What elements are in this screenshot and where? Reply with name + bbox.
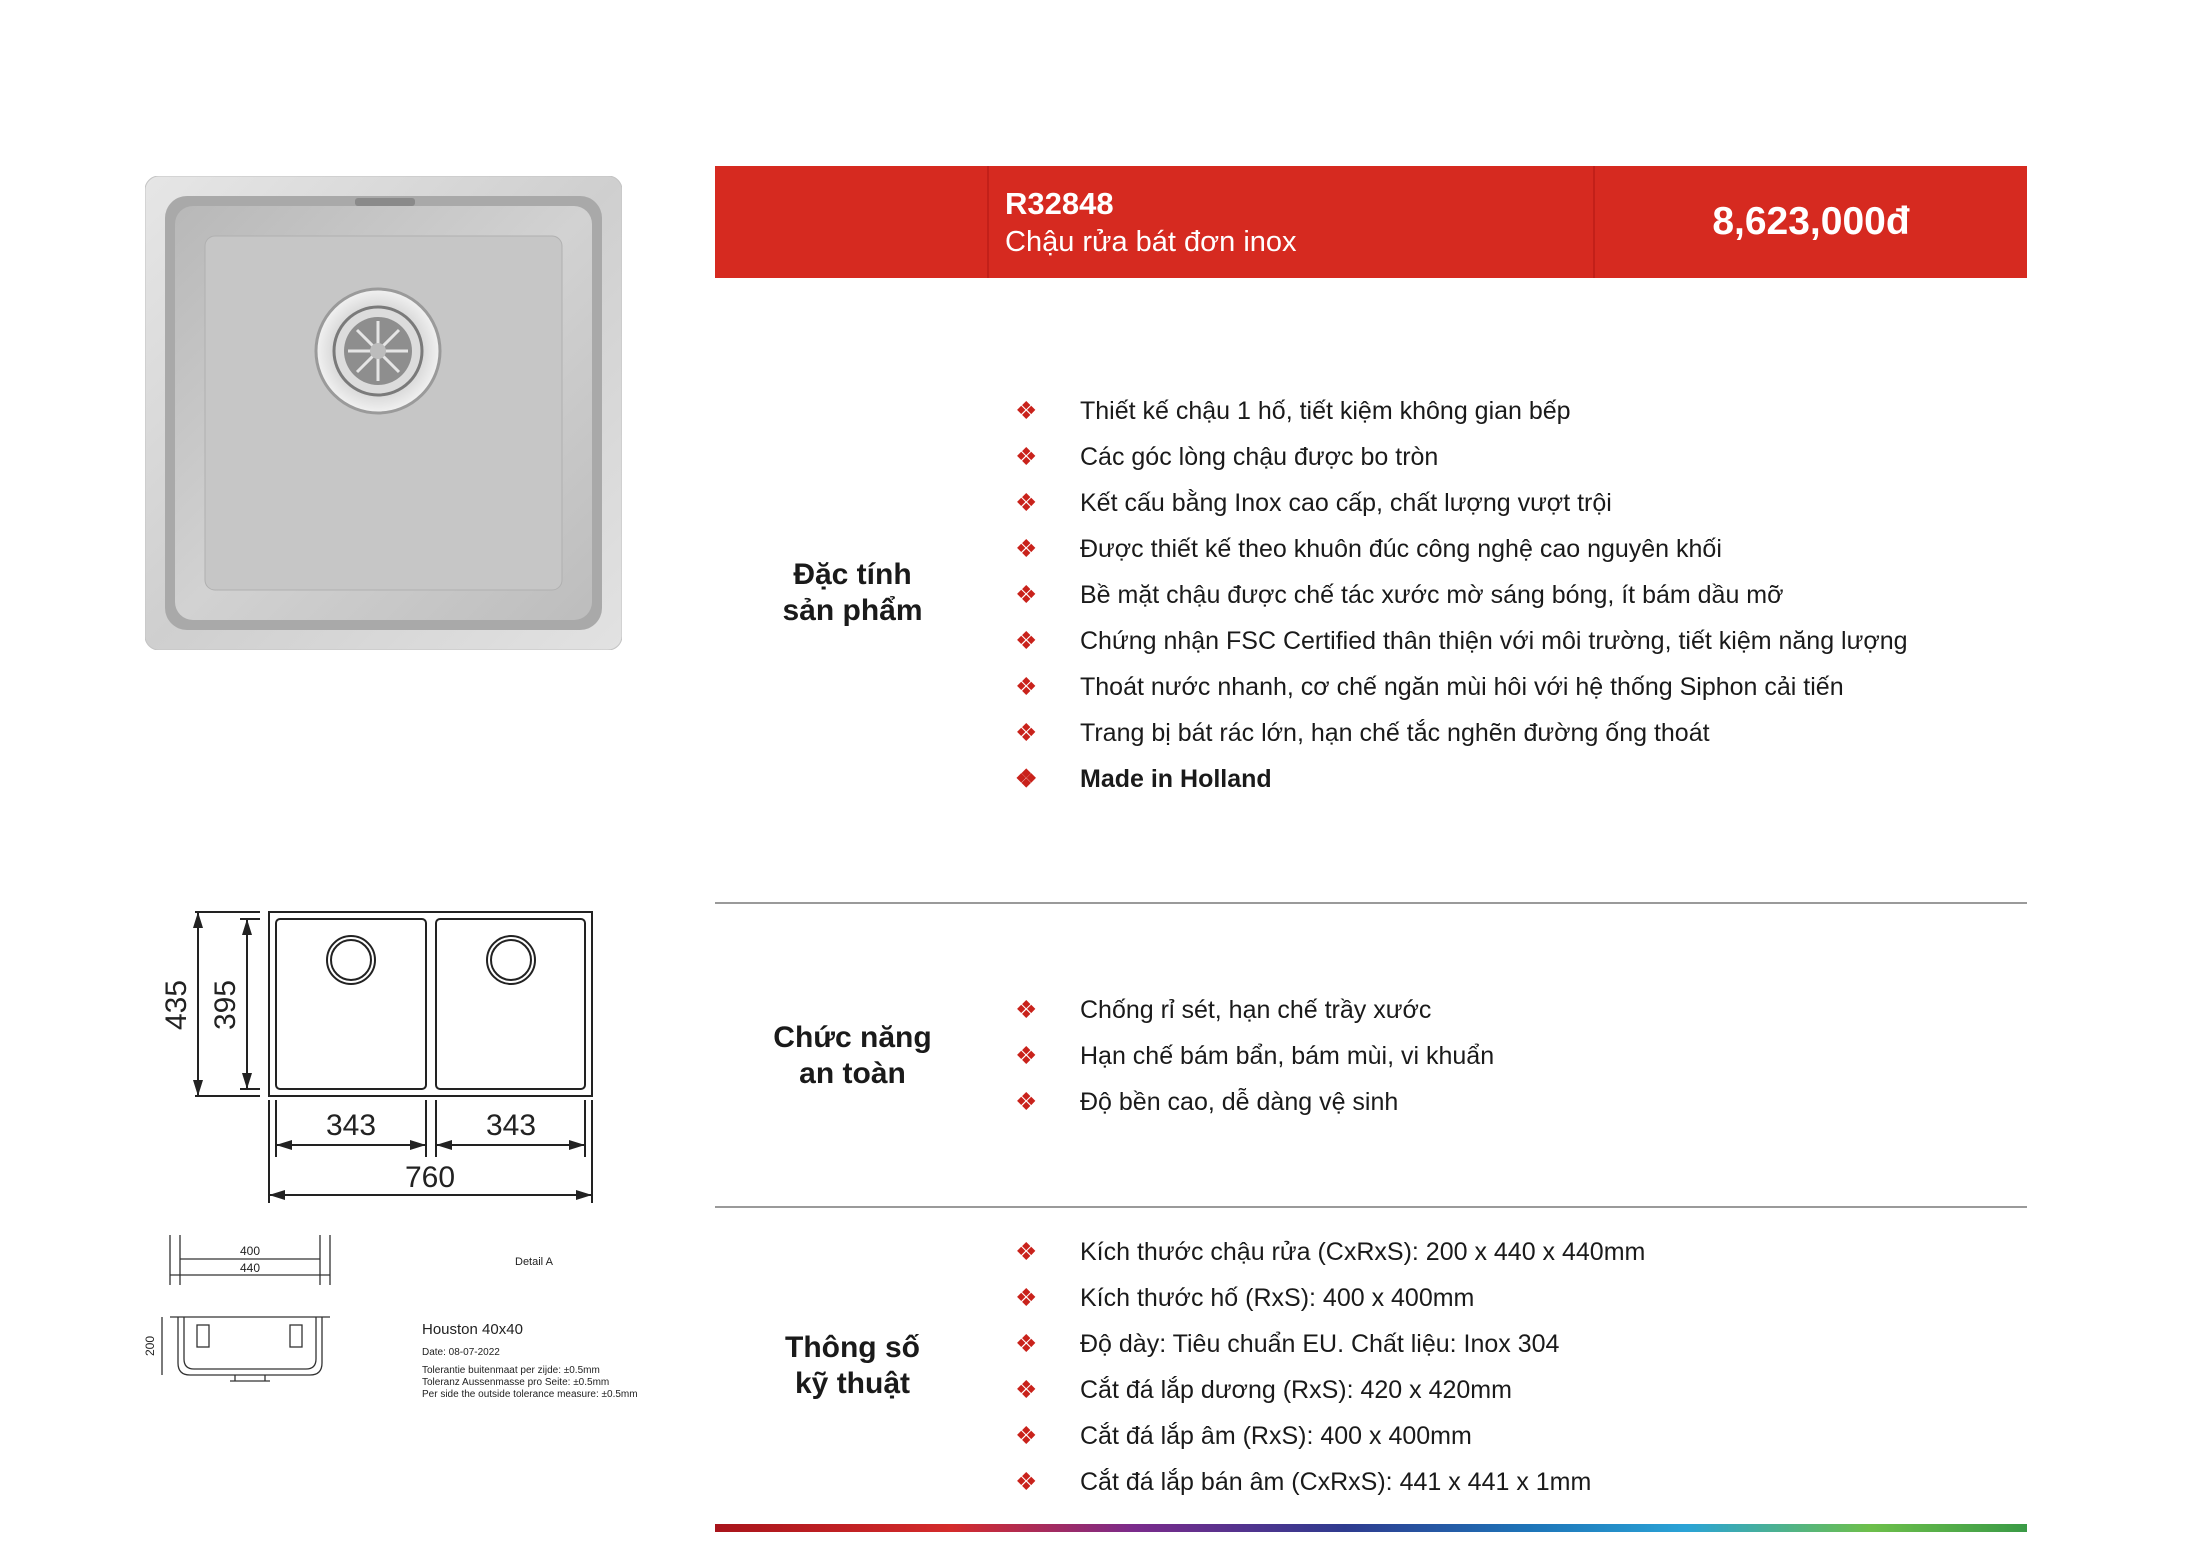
diamond-ornament-icon: ❖	[1015, 1422, 1038, 1450]
list-item	[1015, 1229, 1645, 1275]
houston-technical-sheet	[140, 1235, 700, 1435]
product-name: Chậu rửa bát đơn inox	[1005, 226, 1297, 258]
diamond-ornament-icon: ❖	[1015, 489, 1038, 517]
section-title-line: an toàn	[799, 1057, 906, 1090]
specs-list	[1015, 1229, 1645, 1505]
dim-400-label: 400	[239, 1244, 261, 1258]
dim-200-label: 200	[143, 1335, 157, 1357]
dim-343-right-label: 343	[485, 1109, 537, 1142]
tolerance-de: Toleranz Aussenmasse pro Seite: ±0.5mm	[422, 1377, 610, 1388]
features-list	[1015, 388, 1908, 802]
diamond-ornament-icon: ❖	[1015, 1376, 1038, 1404]
diamond-ornament-icon: ❖	[1015, 1284, 1038, 1312]
product-header	[715, 166, 2027, 278]
model-label: Houston 40x40	[422, 1321, 523, 1338]
list-item-text: Độ dày: Tiêu chuẩn EU. Chất liệu: Inox 304	[1080, 1330, 1560, 1358]
diamond-ornament-icon: ❖	[1015, 719, 1038, 747]
section-title-line: sản phẩm	[782, 594, 923, 627]
diamond-ornament-icon: ❖	[1015, 1330, 1038, 1358]
list-item-text: Độ bền cao, dễ dàng vệ sinh	[1080, 1088, 1399, 1116]
diamond-ornament-icon: ❖	[1015, 673, 1038, 701]
diamond-ornament-icon: ❖	[1015, 765, 1038, 793]
product-code: R32848	[1005, 186, 1114, 221]
date-label: Date: 08-07-2022	[422, 1347, 500, 1358]
diamond-ornament-icon: ❖	[1015, 581, 1038, 609]
dim-760-label: 760	[404, 1161, 456, 1194]
list-item	[1015, 1413, 1645, 1459]
list-item-text: Cắt đá lắp âm (RxS): 400 x 400mm	[1080, 1422, 1472, 1450]
product-price: 8,623,000đ	[1712, 200, 1910, 243]
diamond-ornament-icon: ❖	[1015, 1088, 1038, 1116]
list-item-text: Chống rỉ sét, hạn chế trầy xước	[1080, 996, 1432, 1024]
list-item-text: Kích thước chậu rửa (CxRxS): 200 x 440 x 440mm	[1080, 1238, 1646, 1266]
section-title-safety	[715, 1020, 990, 1092]
section-title-line: Đặc tính	[793, 558, 912, 591]
section-divider	[715, 1206, 2027, 1208]
tolerance-en: Per side the outside tolerance measure: ±0.5mm	[422, 1389, 638, 1400]
list-item	[1015, 434, 1908, 480]
dim-440-label: 440	[239, 1261, 261, 1275]
dim-343-left-label: 343	[325, 1109, 377, 1142]
dim-395-label: 395	[209, 979, 242, 1031]
list-item	[1015, 480, 1908, 526]
diamond-ornament-icon: ❖	[1015, 1042, 1038, 1070]
list-item	[1015, 572, 1908, 618]
diamond-ornament-icon: ❖	[1015, 1468, 1038, 1496]
list-item	[1015, 1459, 1645, 1505]
list-item-text: Thoát nước nhanh, cơ chế ngăn mùi hôi với hệ thống Siphon cải tiến	[1080, 673, 1844, 701]
list-item	[1015, 756, 1908, 802]
diamond-ornament-icon: ❖	[1015, 996, 1038, 1024]
list-item-text: Bề mặt chậu được chế tác xước mờ sáng bóng, ít bám dầu mỡ	[1080, 581, 1784, 609]
sink-product-photo	[145, 176, 622, 650]
section-title-line: Chức năng	[773, 1021, 932, 1054]
section-title-line: Thông số	[785, 1331, 920, 1364]
list-item-text: Made in Holland	[1080, 765, 1272, 793]
list-item	[1015, 1275, 1645, 1321]
list-item	[1015, 1079, 1494, 1125]
list-item	[1015, 987, 1494, 1033]
list-item	[1015, 1321, 1645, 1367]
dim-435-label: 435	[160, 979, 193, 1031]
list-item-text: Chứng nhận FSC Certified thân thiện với môi trường, tiết kiệm năng lượng	[1080, 627, 1908, 655]
list-item-text: Kích thước hố (RxS): 400 x 400mm	[1080, 1284, 1475, 1312]
diamond-ornament-icon: ❖	[1015, 397, 1038, 425]
list-item-text: Cắt đá lắp bán âm (CxRxS): 441 x 441 x 1mm	[1080, 1468, 1592, 1496]
list-item-text: Các góc lòng chậu được bo tròn	[1080, 443, 1439, 471]
section-title-specs	[715, 1330, 990, 1402]
list-item	[1015, 664, 1908, 710]
section-title-features	[715, 557, 990, 629]
diamond-ornament-icon: ❖	[1015, 535, 1038, 563]
diamond-ornament-icon: ❖	[1015, 627, 1038, 655]
list-item	[1015, 388, 1908, 434]
list-item-text: Được thiết kế theo khuôn đúc công nghệ cao nguyên khối	[1080, 535, 1722, 563]
safety-list	[1015, 987, 1494, 1125]
list-item-text: Trang bị bát rác lớn, hạn chế tắc nghẽn đường ống thoát	[1080, 719, 1710, 747]
detail-label: Detail A	[515, 1256, 553, 1268]
list-item	[1015, 526, 1908, 572]
list-item	[1015, 1367, 1645, 1413]
footer-color-bar	[715, 1524, 2027, 1532]
section-divider	[715, 902, 2027, 904]
tolerance-nl: Tolerantie buitenmaat per zijde: ±0.5mm	[422, 1365, 600, 1376]
list-item	[1015, 710, 1908, 756]
section-title-line: kỹ thuật	[794, 1367, 911, 1400]
header-divider	[987, 166, 989, 278]
list-item	[1015, 618, 1908, 664]
list-item-text: Thiết kế chậu 1 hố, tiết kiệm không gian bếp	[1080, 397, 1571, 425]
list-item-text: Cắt đá lắp dương (RxS): 420 x 420mm	[1080, 1376, 1512, 1404]
list-item-text: Kết cấu bằng Inox cao cấp, chất lượng vượt trội	[1080, 489, 1612, 517]
double-sink-dimension-drawing	[145, 895, 615, 1215]
list-item	[1015, 1033, 1494, 1079]
list-item-text: Hạn chế bám bẩn, bám mùi, vi khuẩn	[1080, 1042, 1495, 1070]
diamond-ornament-icon: ❖	[1015, 1238, 1038, 1266]
diamond-ornament-icon: ❖	[1015, 443, 1038, 471]
